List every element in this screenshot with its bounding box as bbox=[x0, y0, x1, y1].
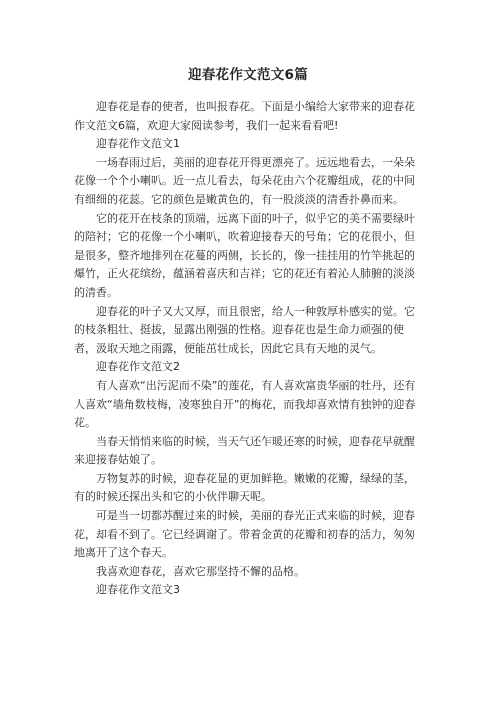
intro-paragraph: 迎春花是春的使者，也叫报春花。下面是小编给大家带来的迎春花作文范文6篇，欢迎大家阅读参考，我们一起来看看吧! bbox=[74, 100, 415, 132]
paragraph: 迎春花的叶子又大又厚，而且很密，给人一种敦厚朴感实的觉。它的枝条粗壮、挺拔，显露出刚强的性格。迎春花也是生命力顽强的使者，汲取天地之雨露，便能茁壮成长，因此它具有天地的灵气。 bbox=[74, 304, 415, 355]
paragraph: 万物复苏的时候，迎春花显的更加鲜艳。嫩嫩的花瓣，绿绿的茎，有的时候还探出头和它的小伙伴聊天呢。 bbox=[74, 471, 415, 504]
section-heading-3: 迎春花作文范文3 bbox=[96, 583, 180, 597]
paragraph: 有人喜欢“出污泥而不染”的莲花，有人喜欢富贵华丽的牡丹，还有人喜欢“墙角数枝梅，凌寒独自开”的梅花，而我却喜欢情有独钟的迎春花。 bbox=[74, 378, 416, 430]
paragraph: 可是当一切都苏醒过来的时候，美丽的春光正式来临的时候，迎春花，却看不到了。它已经调谢了。带着金黄的花瓣和初春的活力，匆匆地离开了这个春天。 bbox=[74, 509, 415, 560]
paragraph: 一场春雨过后，美丽的迎春花开得更漂亮了。远远地看去，一朵朵花像一个个小喇叭。近一点儿看去，每朵花由六个花瓣组成，花的中间有细细的花蕊。它的颜色是嫩黄色的，有一股淡淡的清香扑鼻而来。 bbox=[74, 155, 415, 206]
paragraph: 当春天悄悄来临的时候，当天气还乍暖还寒的时候，迎春花早就醒来迎接春姑娘了。 bbox=[74, 434, 415, 467]
document-body bbox=[74, 98, 422, 600]
section-heading-1: 迎春花作文范文1 bbox=[96, 137, 180, 151]
paragraph: 它的花开在枝条的顶端，远离下面的叶子，似乎它的美不需要绿叶的陪衬；它的花像一个小喇叭，吹着迎接春天的号角；它的花很小，但是很多，整齐地排列在花蔓的两侧，长长的，像一挂挂用的竹竿挑起的爆竹，正火花缤纷，蕴涵着喜庆和吉祥；它的花还有着沁人肺腑的淡淡的清香。 bbox=[74, 211, 415, 299]
document-title: 迎春花作文范文6篇 bbox=[187, 67, 309, 83]
section-heading-2: 迎春花作文范文2 bbox=[96, 360, 180, 374]
paragraph: 我喜欢迎春花，喜欢它那坚持不懈的品格。 bbox=[96, 564, 305, 578]
